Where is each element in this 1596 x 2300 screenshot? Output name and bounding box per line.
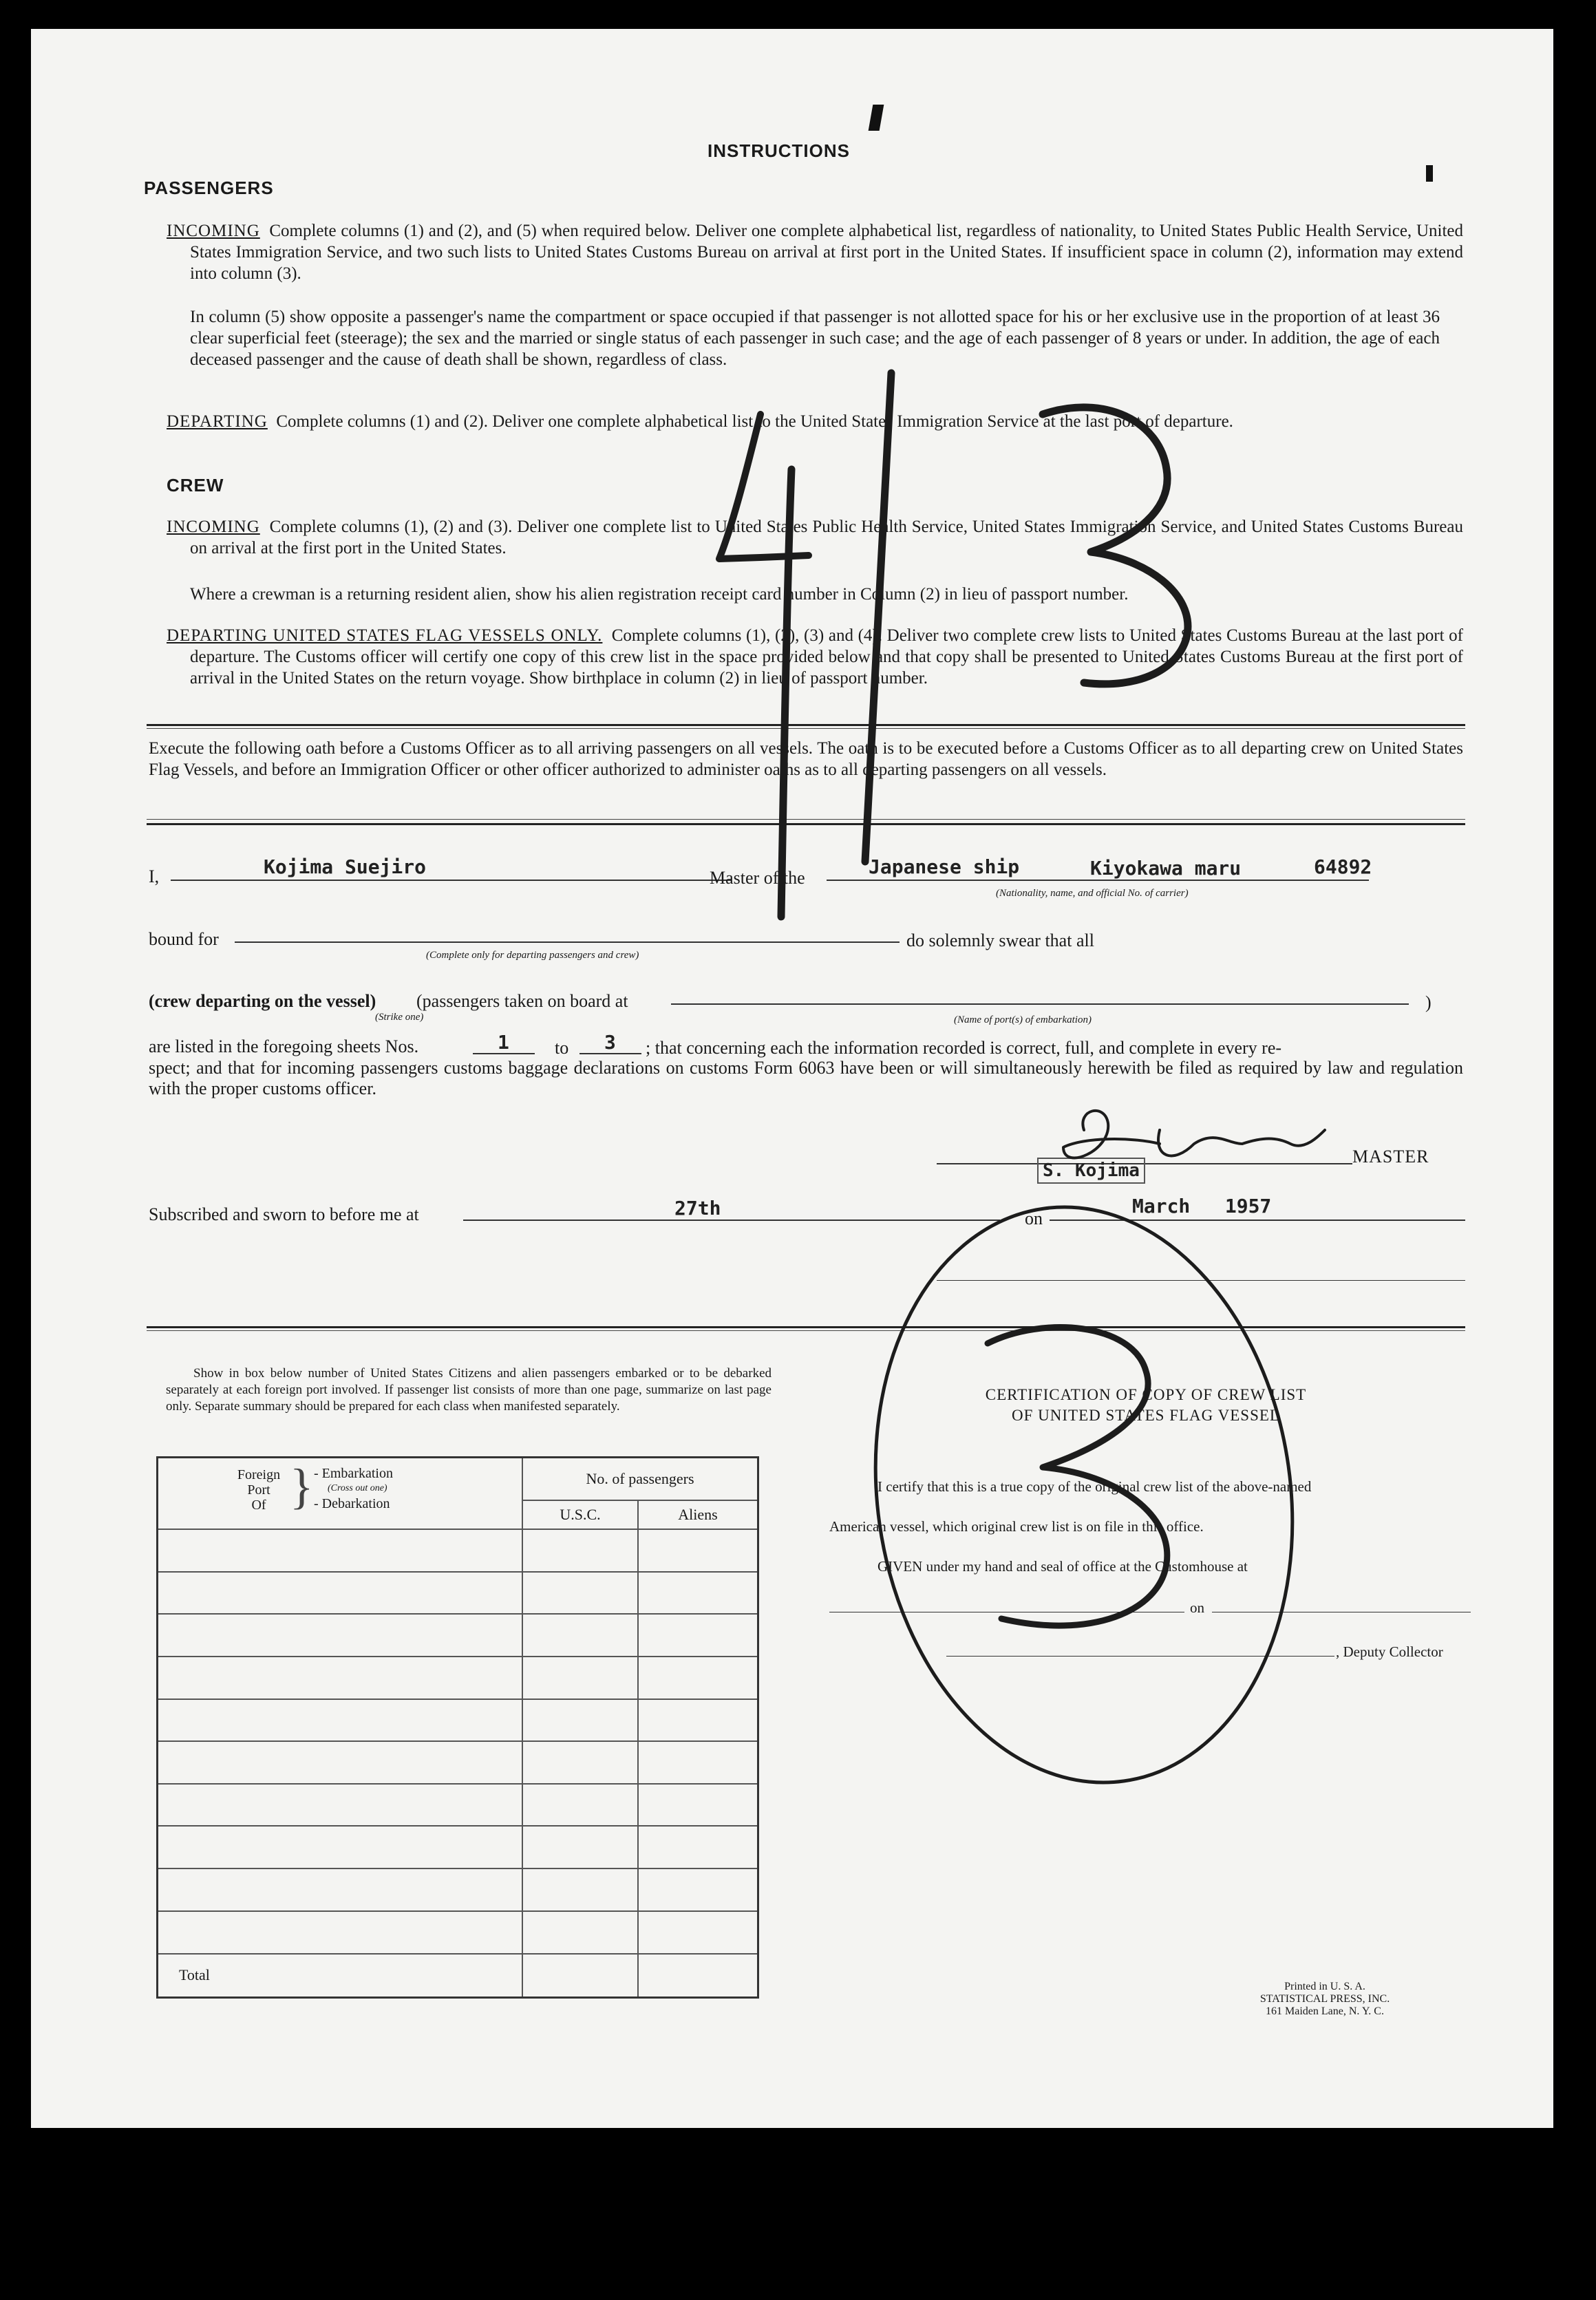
port-header-cell (158, 1458, 523, 1530)
divider (147, 1326, 1465, 1328)
sheets-prefix: are listed in the foregoing sheets Nos. (149, 1036, 419, 1056)
port-cell[interactable] (158, 1784, 523, 1827)
instructions-title: INSTRUCTIONS (707, 140, 850, 161)
subscribed-label: Subscribed and sworn to before me at (149, 1204, 419, 1224)
usc-cell[interactable] (522, 1911, 638, 1954)
crew-departing-text: Complete columns (1), (2), (3) and (4). Deliver two complete crew lists to United States Customs Bureau at the last port of departure. The Customs officer will certify one copy of this crew list in the space provided below and that copy shall be presented to United States Customs Bureau at the first port of arrival in the United States on the return voyage. Show birthplace in column (2) in lieu of passport number. (190, 626, 1464, 688)
aliens-cell[interactable] (638, 1911, 758, 1954)
handwritten-slash-icon (865, 373, 891, 862)
usc-header: U.S.C. (522, 1500, 638, 1529)
bound-for-caption: (Complete only for departing passengers and crew) (426, 950, 639, 961)
crew-departing-label: DEPARTING UNITED STATES FLAG VESSELS ONLY. (167, 626, 603, 645)
table-row (158, 1784, 758, 1827)
table-row (158, 1572, 758, 1615)
port-cell[interactable] (158, 1911, 523, 1954)
usc-cell[interactable] (522, 1868, 638, 1911)
port-line2: Port (247, 1482, 270, 1498)
passengers-count-header: No. of passengers (522, 1458, 758, 1501)
vessel-name-value: Kiyokawa maru (1090, 857, 1242, 880)
printer-line3: 161 Maiden Lane, N. Y. C. (1266, 2005, 1384, 2017)
deputy-collector-label: , Deputy Collector (1336, 1643, 1443, 1660)
table-row (158, 1529, 758, 1572)
aliens-cell[interactable] (638, 1614, 758, 1657)
sworn-date-field[interactable] (1050, 1220, 1465, 1221)
bound-for-label: bound for (149, 929, 219, 949)
crew-departing-paragraph (167, 625, 1463, 689)
divider (147, 724, 1465, 726)
deputy-signature-field[interactable] (946, 1656, 1334, 1657)
usc-cell[interactable] (522, 1826, 638, 1868)
vessel-field[interactable] (827, 880, 1369, 881)
crew-departing-text: (crew departing on the vessel) (149, 991, 376, 1011)
table-row (158, 1614, 758, 1657)
passengers-incoming-paragraph (167, 220, 1463, 284)
vessel-nationality-value: Japanese ship (869, 855, 1020, 878)
sheet-from-value: 1 (498, 1031, 509, 1054)
bound-for-field[interactable] (235, 941, 900, 943)
aliens-cell[interactable] (638, 1784, 758, 1827)
crew-incoming-label: INCOMING (167, 518, 260, 536)
sworn-month-year-value: March 1957 (1132, 1195, 1272, 1217)
sheet-to-label: to (555, 1038, 569, 1058)
crew-incoming-paragraph (167, 516, 1463, 559)
certification-line1: I certify that this is a true copy of the original crew list of the above-named (877, 1478, 1312, 1495)
printer-line2: STATISTICAL PRESS, INC. (1259, 1993, 1390, 2005)
summary-instructions: Show in box below number of United States Citizens and alien passengers embarked or to be debarked separately at each foreign port involved. If passenger list consists of more than one page, summarize on last page only. Separate summary should be prepared for each class when manifested separately. (166, 1366, 772, 1414)
aliens-cell[interactable] (638, 1699, 758, 1742)
sworn-on-label: on (1025, 1208, 1043, 1228)
aliens-cell[interactable] (638, 1529, 758, 1572)
sheets-suffix-2: spect; and that for incoming passengers customs baggage declarations on customs Form 6063 have been or will simultaneously herewith be filed as required by law and regulation with the proper customs officer. (149, 1058, 1463, 1098)
crew-resident-paragraph: Where a crewman is a returning resident alien, show his alien registration receipt card number in Column (2) in lieu of passport number. (190, 585, 1129, 604)
aliens-cell[interactable] (638, 1826, 758, 1868)
punch-mark (869, 105, 884, 131)
passengers-departing-text: Complete columns (1) and (2). Deliver one complete alphabetical list to the United States Immigration Service at the last port of departure. (276, 412, 1233, 431)
table-row (158, 1826, 758, 1868)
passengers-departing-paragraph (167, 411, 1463, 432)
brace-icon: } (290, 1459, 314, 1514)
passengers-incoming-label: INCOMING (167, 222, 260, 240)
divider (147, 728, 1465, 729)
passengers-taken-text: (passengers taken on board at (416, 991, 628, 1011)
port-cell[interactable] (158, 1868, 523, 1911)
certification-title-line1: CERTIFICATION OF COPY OF CREW LIST (985, 1386, 1307, 1403)
certification-on-label: on (1190, 1599, 1204, 1616)
printer-line1: Printed in U. S. A. (1284, 1981, 1365, 1992)
aliens-cell[interactable] (638, 1572, 758, 1615)
master-name-field[interactable] (171, 880, 731, 881)
debarkation-option[interactable]: - Debarkation (314, 1496, 390, 1511)
usc-cell[interactable] (522, 1741, 638, 1784)
port-line3: Of (251, 1498, 266, 1513)
usc-cell[interactable] (522, 1572, 638, 1615)
port-cell[interactable] (158, 1572, 523, 1615)
cross-out-note: (Cross out one) (328, 1483, 387, 1493)
sheet-to-value: 3 (604, 1031, 616, 1054)
sworn-day-value: 27th (674, 1197, 721, 1220)
aliens-cell[interactable] (638, 1868, 758, 1911)
signature-typed: S. Kojima (1037, 1158, 1145, 1184)
oath-intro: Execute the following oath before a Customs Officer as to all arriving passengers on all vessels. The oath is to be executed before a Customs Officer as to all departing crew on United States Flag Vessels, and before an Immigration Officer or other officer authorized to administer oaths as to all departing passengers on all vessels. (149, 739, 1463, 779)
vessel-number-value: 64892 (1314, 855, 1372, 878)
certification-title (850, 1385, 1442, 1426)
certification-title-line2: OF UNITED STATES FLAG VESSEL (1012, 1407, 1280, 1424)
master-label: MASTER (1352, 1147, 1429, 1167)
port-cell[interactable] (158, 1826, 523, 1868)
aliens-cell[interactable] (638, 1741, 758, 1784)
column5-paragraph: In column (5) show opposite a passenger's name the compartment or space occupied if that passenger is not allotted space for his or her exclusive use in the proportion of at least 36 clear superficial feet (steerage); the sex and the married or single status of each passenger in such case; and the age of each passenger of 8 years or under. In addition, the age of each deceased passenger and the cause of death shall be shown, regardless of class. (190, 308, 1440, 369)
table-row (158, 1657, 758, 1699)
total-usc-cell[interactable] (522, 1954, 638, 1998)
passengers-departing-label: DEPARTING (167, 412, 268, 431)
strike-one-caption: (Strike one) (375, 1012, 424, 1023)
usc-cell[interactable] (522, 1529, 638, 1572)
port-line1: Foreign (237, 1467, 281, 1482)
document-page (31, 29, 1553, 2128)
punch-mark (1426, 165, 1433, 182)
aliens-header: Aliens (638, 1500, 758, 1529)
certification-line3: GIVEN under my hand and seal of office at the Customhouse at (877, 1558, 1248, 1575)
passengers-incoming-text: Complete columns (1) and (2), and (5) when required below. Deliver one complete alphabetical list, regardless of nationality, to United States Public Health Service, United States Immigration Service, and two such lists to United States Customs Bureau on arrival at first port in the United States. If insufficient space in column (2), information may extend into column (3). (190, 222, 1463, 283)
certification-line2: American vessel, which original crew list is on file in this office. (829, 1518, 1204, 1535)
embarkation-port-field[interactable] (671, 1003, 1409, 1005)
port-cell[interactable] (158, 1529, 523, 1572)
i-label: I, (149, 866, 160, 886)
table-row (158, 1699, 758, 1742)
master-of-label: Master of the (710, 868, 805, 888)
closing-paren: ) (1425, 992, 1432, 1012)
divider (147, 823, 1465, 825)
passenger-summary-table (156, 1456, 759, 1999)
total-label: Total (158, 1954, 523, 1998)
port-cell[interactable] (158, 1614, 523, 1657)
table-row (158, 1741, 758, 1784)
divider (147, 1330, 1465, 1331)
blank-line (937, 1280, 1465, 1281)
printer-imprint (1242, 1981, 1407, 2018)
total-aliens-cell[interactable] (638, 1954, 758, 1998)
vessel-caption: (Nationality, name, and official No. of carrier) (996, 888, 1189, 899)
handwritten-circled-three-icon (988, 1328, 1167, 1626)
port-cell[interactable] (158, 1657, 523, 1699)
port-cell[interactable] (158, 1699, 523, 1742)
divider (147, 819, 1465, 820)
swear-text: do solemnly swear that all (906, 930, 1094, 950)
aliens-cell[interactable] (638, 1657, 758, 1699)
usc-cell[interactable] (522, 1784, 638, 1827)
port-caption: (Name of port(s) of embarkation) (954, 1014, 1092, 1025)
embarkation-option[interactable]: - Embarkation (314, 1466, 393, 1481)
crew-incoming-text: Complete columns (1), (2) and (3). Deliver one complete list to United States Public Health Service, United States Immigration Service, and United States Customs Bureau on arrival at the first port in the United States. (190, 518, 1463, 557)
sheets-suffix-1: ; that concerning each the information recorded is correct, full, and complete in every re- (646, 1038, 1282, 1058)
master-name-value: Kojima Suejiro (264, 855, 427, 878)
crew-heading: CREW (167, 475, 224, 496)
usc-cell[interactable] (522, 1699, 638, 1742)
table-row (158, 1868, 758, 1911)
sworn-at-field[interactable] (463, 1220, 1000, 1221)
signature-scrawl-icon (1063, 1111, 1325, 1158)
port-cell[interactable] (158, 1741, 523, 1784)
usc-cell[interactable] (522, 1657, 638, 1699)
passengers-heading: PASSENGERS (144, 178, 274, 198)
table-row (158, 1911, 758, 1954)
usc-cell[interactable] (522, 1614, 638, 1657)
